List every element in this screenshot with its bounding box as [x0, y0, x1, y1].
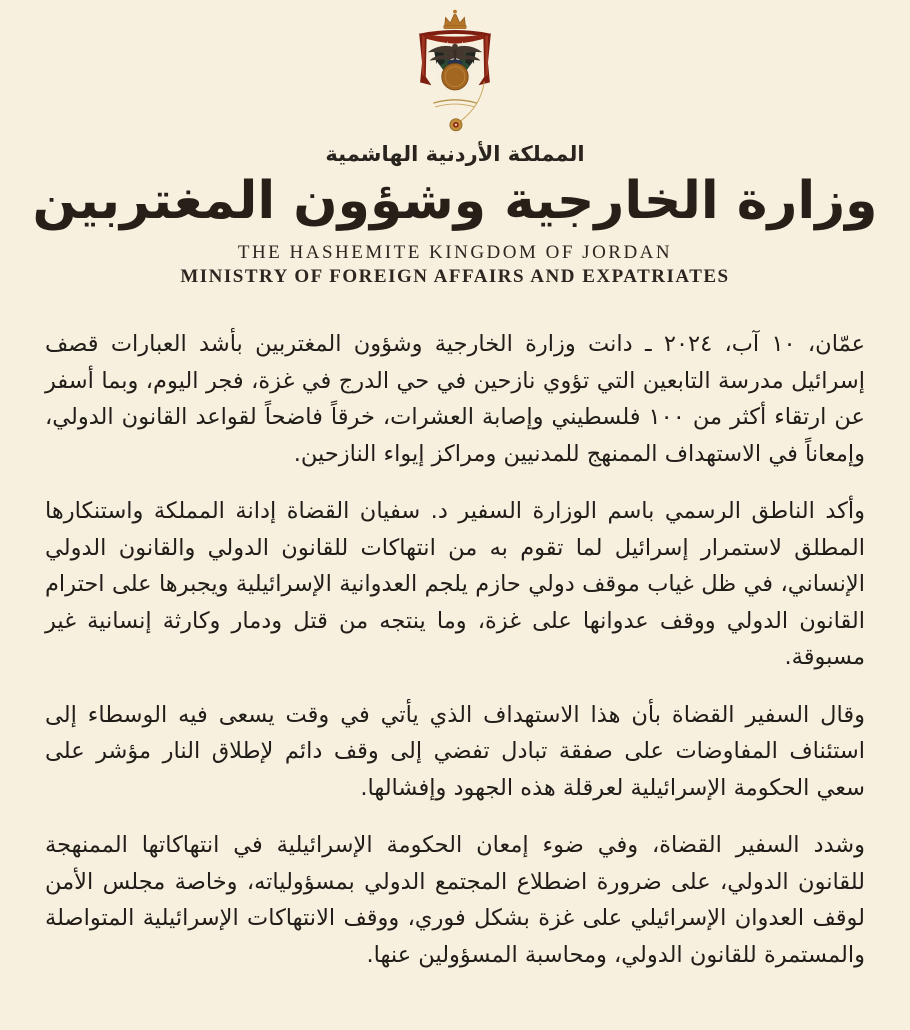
press-release-body — [0, 326, 910, 973]
crest-graphic — [335, 6, 575, 138]
paragraph-international-community: وشدد السفير القضاة، وفي ضوء إمعان الحكومة الإسرائيلية في انتهاكاتها الممنهجة للقانون الدولي، على ضرورة اضطلاع المجتمع الدولي بمسؤولياته، وخاصة مجلس الأمن لوقف العدوان الإسرائيلي على غزة بشكل فوري، ووقف الانتهاكات الإسرائيلية المتواصلة والمستمرة للقانون الدولي، ومحاسبة المسؤولين عنها. — [45, 832, 865, 968]
ministry-name-english: MINISTRY OF FOREIGN AFFAIRS AND EXPATRIATES — [180, 266, 730, 287]
kingdom-name-calligraphy: المملكة الأردنية الهاشمية — [325, 142, 585, 166]
ministry-name-calligraphy: وزارة الخارجية وشؤون المغتربين — [32, 171, 878, 231]
press-release-document — [0, 6, 910, 1030]
paragraph-spokesperson-statement: وأكد الناطق الرسمي باسم الوزارة السفير د. سفيان القضاة إدانة المملكة واستنكارها المطلق لاستمرار إسرائيل لما تقوم به من انتهاكات للقانون الدولي والقانون الدولي الإنساني، في ظل غياب موقف دولي حازم يلجم العدوانية الإسرائيلية ويجبرها على احترام القانون الدولي ووقف عدوانها على غزة، وما ينتجه من قتل ودمار وكارثة إنسانية غير مسبوقة. — [45, 498, 865, 670]
paragraph-condemnation: عمّان، ١٠ آب، ٢٠٢٤ ـ دانت وزارة الخارجية وشؤون المغتربين بأشد العبارات قصف إسرائيل مدرسة التابعين التي تؤوي نازحين في حي الدرج في غزة، فجر اليوم، وبما أسفر عن ارتقاء أكثر من ١٠٠ فلسطيني وإصابة العشرات، خرقاً فاضحاً لقواعد القانون الدولي، وإمعاناً في الاستهداف الممنهج للمدنيين ومراكز إيواء النازحين. — [45, 331, 865, 467]
kingdom-name-english: THE HASHEMITE KINGDOM OF JORDAN — [237, 242, 673, 263]
paragraph-negotiations: وقال السفير القضاة بأن هذا الاستهداف الذي يأتي في وقت يسعى فيه الوسطاء إلى استئناف المفاوضات على صفقة تبادل تفضي إلى وقف دائم لإطلاق النار مؤشر على سعي الحكومة الإسرائيلية لعرقلة هذه الجهود وإفشالها. — [45, 701, 865, 801]
jordan-coat-of-arms-icon — [335, 6, 575, 138]
